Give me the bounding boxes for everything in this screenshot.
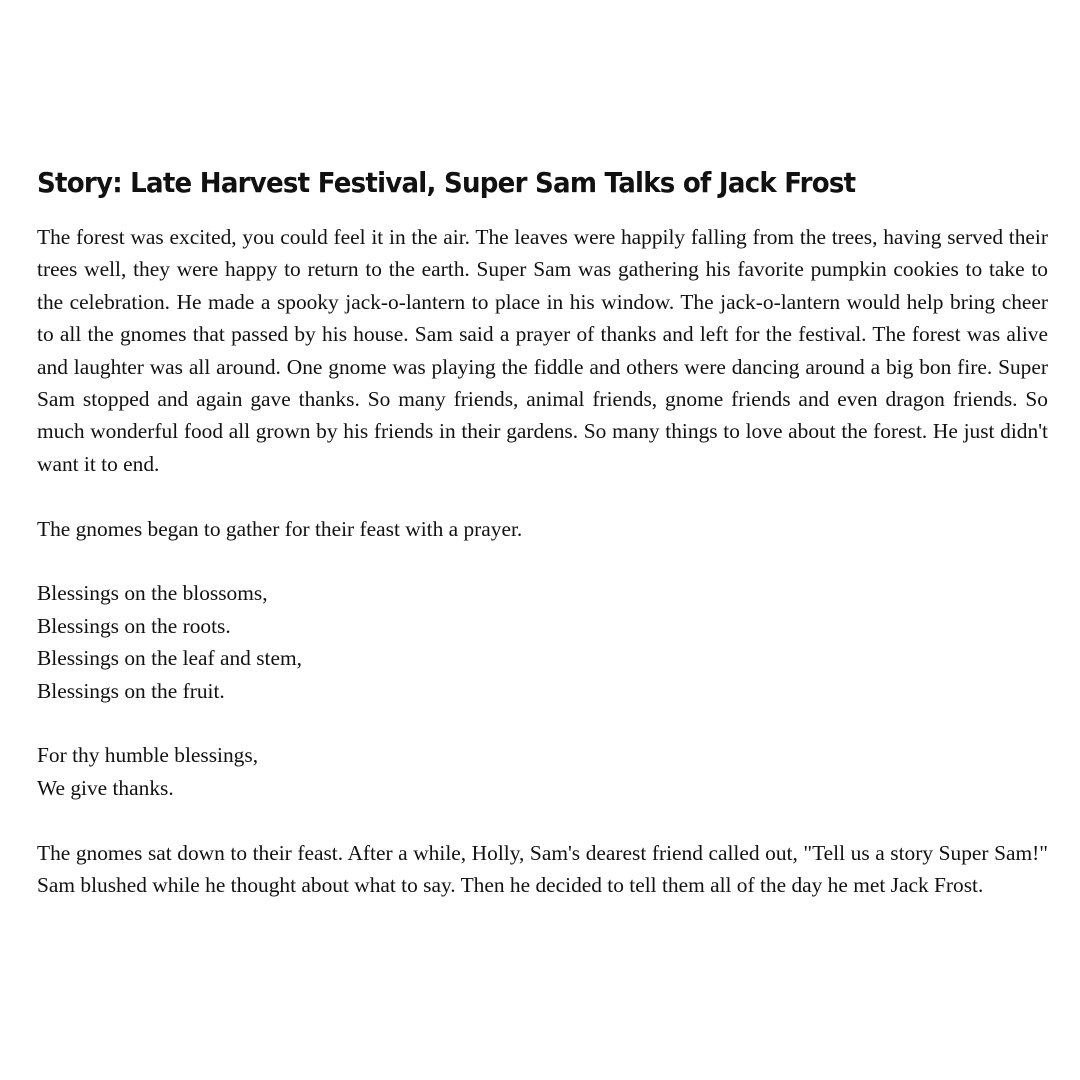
verse-line: Blessings on the blossoms, xyxy=(37,581,268,606)
story-page xyxy=(37,163,1048,934)
story-title: Story: Late Harvest Festival, Super Sam Talks of Jack Frost xyxy=(37,166,856,199)
verse-line: Blessings on the leaf and stem, xyxy=(37,646,302,671)
verse-line: We give thanks. xyxy=(37,775,174,800)
story-paragraph-closing: The gnomes sat down to their feast. After a while, Holly, Sam's dearest friend called out, "Tell us a story Super Sam!" Sam blushed while he thought about what to say. Then he decided to tell them all of the day he met Jack Frost. xyxy=(37,840,1048,898)
story-paragraph-prayer-intro: The gnomes began to gather for their feast with a prayer. xyxy=(37,516,523,541)
prayer-verse-2 xyxy=(37,739,1048,804)
prayer-verse-1 xyxy=(37,577,1048,707)
verse-line: Blessings on the roots. xyxy=(37,613,231,638)
verse-line: For thy humble blessings, xyxy=(37,743,259,768)
verse-line: Blessings on the fruit. xyxy=(37,678,225,703)
story-paragraph-opening: The forest was excited, you could feel it in the air. The leaves were happily falling from the trees, having served their trees well, they were happy to return to the earth. Super Sam was gathering his favorite pumpkin cookies to take to the celebration. He made a spooky jack-o-lantern to place in his window. The jack-o-lantern would help bring cheer to all the gnomes that passed by his house. Sam said a prayer of thanks and left for the festival. The forest was alive and laughter was all around. One gnome was playing the fiddle and others were dancing around a big bon fire. Super Sam stopped and again gave thanks. So many friends, animal friends, gnome friends and even dragon friends. So much wonderful food all grown by his friends in their gardens. So many things to love about the forest. He just didn't want it to end. xyxy=(37,225,1048,476)
